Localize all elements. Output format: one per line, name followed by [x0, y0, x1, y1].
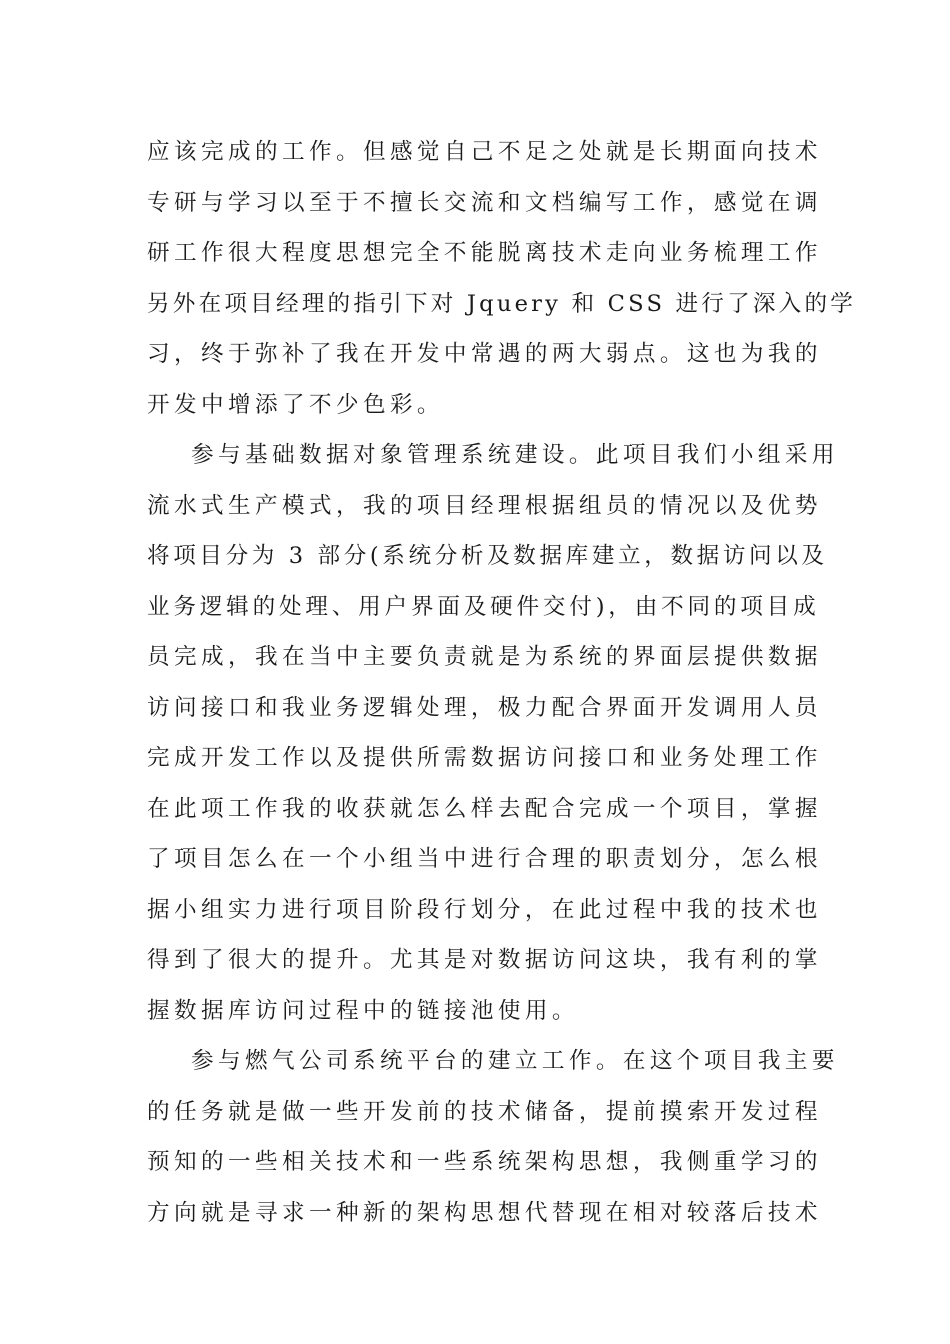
text-line: 参与基础数据对象管理系统建设。此项目我们小组采用 [191, 442, 839, 468]
text-line: 预知的一些相关技术和一些系统架构思想，我侧重学习的 [147, 1149, 822, 1175]
paragraph [147, 430, 839, 1036]
text-line: 流水式生产模式，我的项目经理根据组员的情况以及优势 [147, 492, 822, 519]
document-body [147, 127, 857, 1238]
text-line: 据小组实力进行项目阶段行划分，在此过程中我的技术也 [147, 896, 822, 923]
text-line: 方向就是寻求一种新的架构思想代替现在相对较落后技术 [147, 1199, 822, 1226]
text-line: 将项目分为 3 部分(系统分析及数据库建立，数据访问以及 [147, 543, 828, 569]
paragraph [147, 127, 857, 430]
text-line: 得到了很大的提升。尤其是对数据访问这块，我有利的掌 [147, 947, 822, 973]
text-line: 员完成，我在当中主要负责就是为系统的界面层提供数据 [147, 644, 822, 670]
text-line: 专研与学习以至于不擅长交流和文档编写工作，感觉在调 [147, 189, 822, 216]
text-line: 访问接口和我业务逻辑处理，极力配合界面开发调用人员 [147, 694, 822, 721]
text-line: 研工作很大程度思想完全不能脱离技术走向业务梳理工作 [147, 240, 822, 266]
text-line: 另外在项目经理的指引下对 Jquery 和 CSS 进行了深入的学 [147, 290, 857, 317]
text-line: 参与燃气公司系统平台的建立工作。在这个项目我主要 [191, 1048, 839, 1074]
text-line: 业务逻辑的处理、用户界面及硬件交付)，由不同的项目成 [147, 593, 820, 620]
text-line: 握数据库访问过程中的链接池使用。 [147, 997, 579, 1024]
text-line: 习，终于弥补了我在开发中常遇的两大弱点。这也为我的 [147, 341, 822, 367]
text-line: 应该完成的工作。但感觉自己不足之处就是长期面向技术 [147, 139, 822, 165]
paragraph [147, 1036, 839, 1238]
text-line: 的任务就是做一些开发前的技术储备，提前摸索开发过程 [147, 1098, 822, 1125]
text-line: 了项目怎么在一个小组当中进行合理的职责划分，怎么根 [147, 846, 822, 872]
text-line: 开发中增添了不少色彩。 [147, 391, 444, 418]
text-line: 在此项工作我的收获就怎么样去配合完成一个项目，掌握 [147, 795, 822, 822]
text-line: 完成开发工作以及提供所需数据访问接口和业务处理工作 [147, 745, 822, 771]
